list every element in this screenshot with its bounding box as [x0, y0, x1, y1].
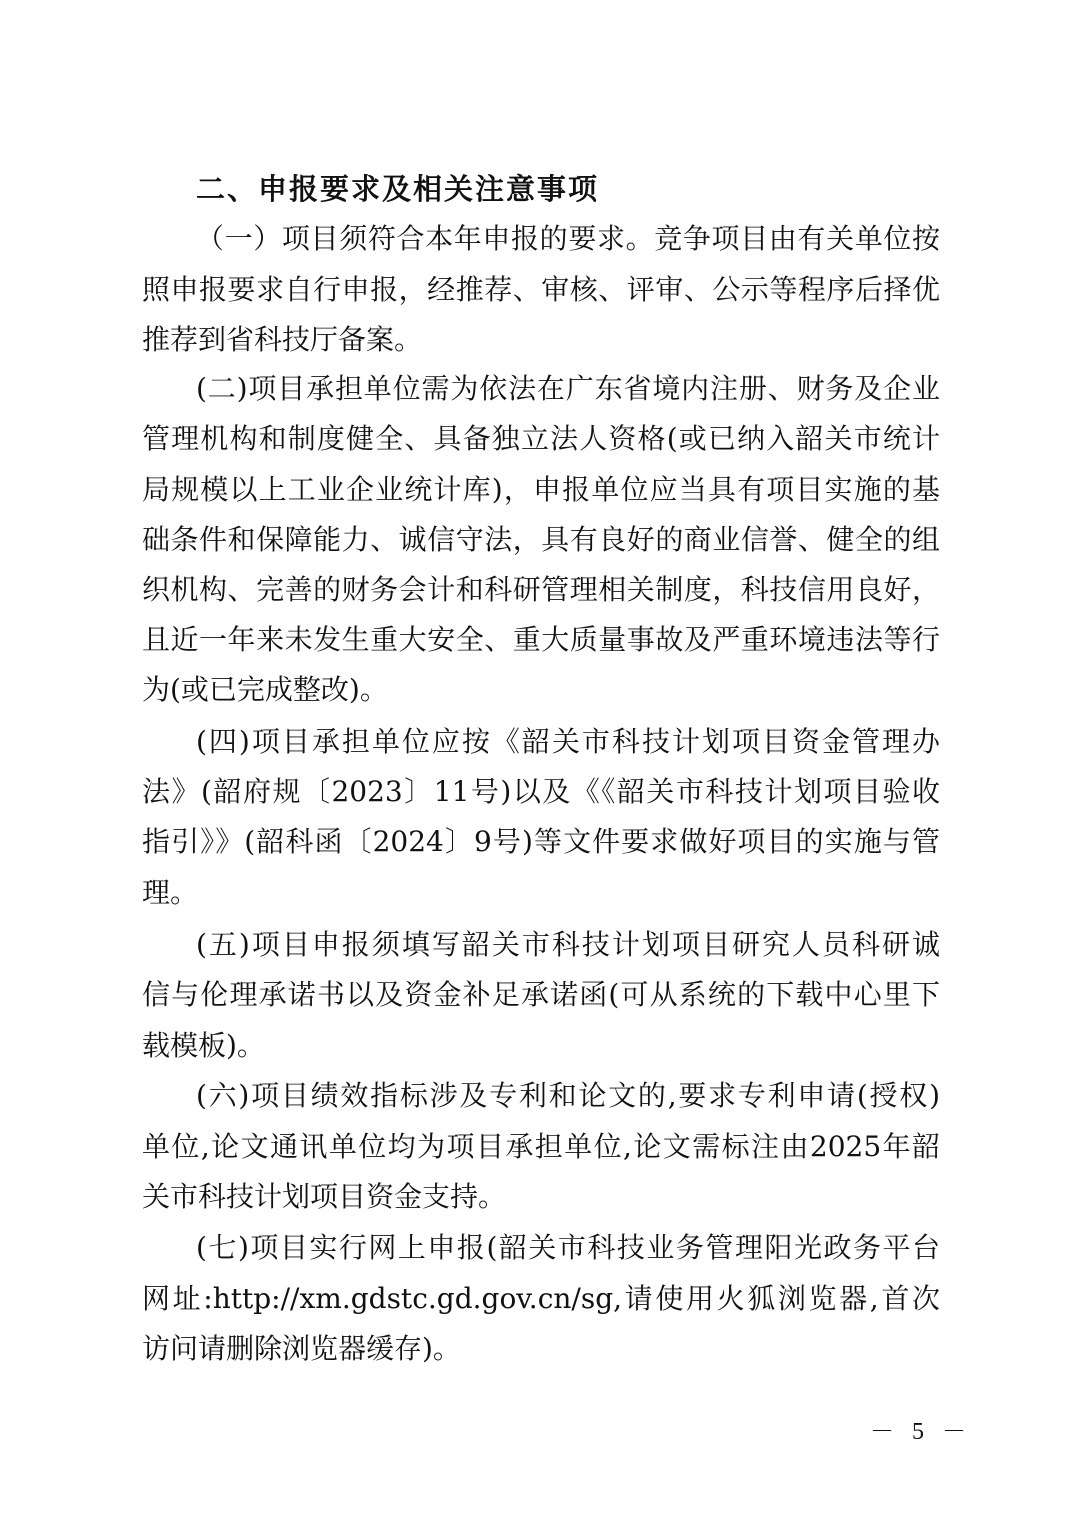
paragraph-6-line-2: 单位,论文通讯单位均为项目承担单位,论文需标注由2025年韶	[142, 1130, 940, 1163]
paragraph-2-line-3: 局规模以上工业企业统计库)，申报单位应当具有项目实施的基	[142, 473, 940, 506]
paragraph-7-line-2: 网址:http://xm.gdstc.gd.gov.cn/sg,请使用火狐浏览器,首次	[142, 1282, 940, 1315]
paragraph-2-line-5: 织机构、完善的财务会计和科研管理相关制度，科技信用良好，	[142, 573, 940, 606]
paragraph-4-line-4: 理。	[142, 876, 199, 909]
page-number: － 5 －	[870, 1419, 972, 1445]
paragraph-6-line-1: (六)项目绩效指标涉及专利和论文的,要求专利申请(授权)	[196, 1079, 940, 1112]
paragraph-5-line-3: 载模板)。	[142, 1029, 265, 1062]
section-title: 二、申报要求及相关注意事项	[196, 172, 600, 206]
paragraph-4-line-3: 指引》》(韶科函〔2024〕9号)等文件要求做好项目的实施与管	[142, 825, 940, 858]
paragraph-4-line-2: 法》(韶府规〔2023〕11号)以及《《韶关市科技计划项目验收	[142, 775, 940, 808]
paragraph-4-line-1: (四)项目承担单位应按《韶关市科技计划项目资金管理办	[196, 725, 940, 758]
paragraph-1-line-2: 照申报要求自行申报，经推荐、审核、评审、公示等程序后择优	[142, 273, 940, 306]
paragraph-1-line-1: （一）项目须符合本年申报的要求。竞争项目由有关单位按	[196, 222, 940, 255]
paragraph-5-line-1: (五)项目申报须填写韶关市科技计划项目研究人员科研诚	[196, 928, 940, 961]
paragraph-6-line-3: 关市科技计划项目资金支持。	[142, 1180, 507, 1213]
paragraph-7-line-3: 访问请删除浏览器缓存)。	[142, 1332, 461, 1365]
paragraph-2-line-2: 管理机构和制度健全、具备独立法人资格(或已纳入韶关市统计	[142, 422, 940, 455]
paragraph-2-line-6: 且近一年来未发生重大安全、重大质量事故及严重环境违法等行	[142, 623, 940, 656]
paragraph-2-line-7: 为(或已完成整改)。	[142, 673, 388, 706]
paragraph-7-line-1: (七)项目实行网上申报(韶关市科技业务管理阳光政务平台	[196, 1231, 940, 1264]
paragraph-2-line-1: (二)项目承担单位需为依法在广东省境内注册、财务及企业	[196, 372, 940, 405]
paragraph-5-line-2: 信与伦理承诺书以及资金补足承诺函(可从系统的下载中心里下	[142, 978, 940, 1011]
paragraph-1-line-3: 推荐到省科技厅备案。	[142, 323, 423, 356]
paragraph-2-line-4: 础条件和保障能力、诚信守法，具有良好的商业信誉、健全的组	[142, 523, 940, 556]
